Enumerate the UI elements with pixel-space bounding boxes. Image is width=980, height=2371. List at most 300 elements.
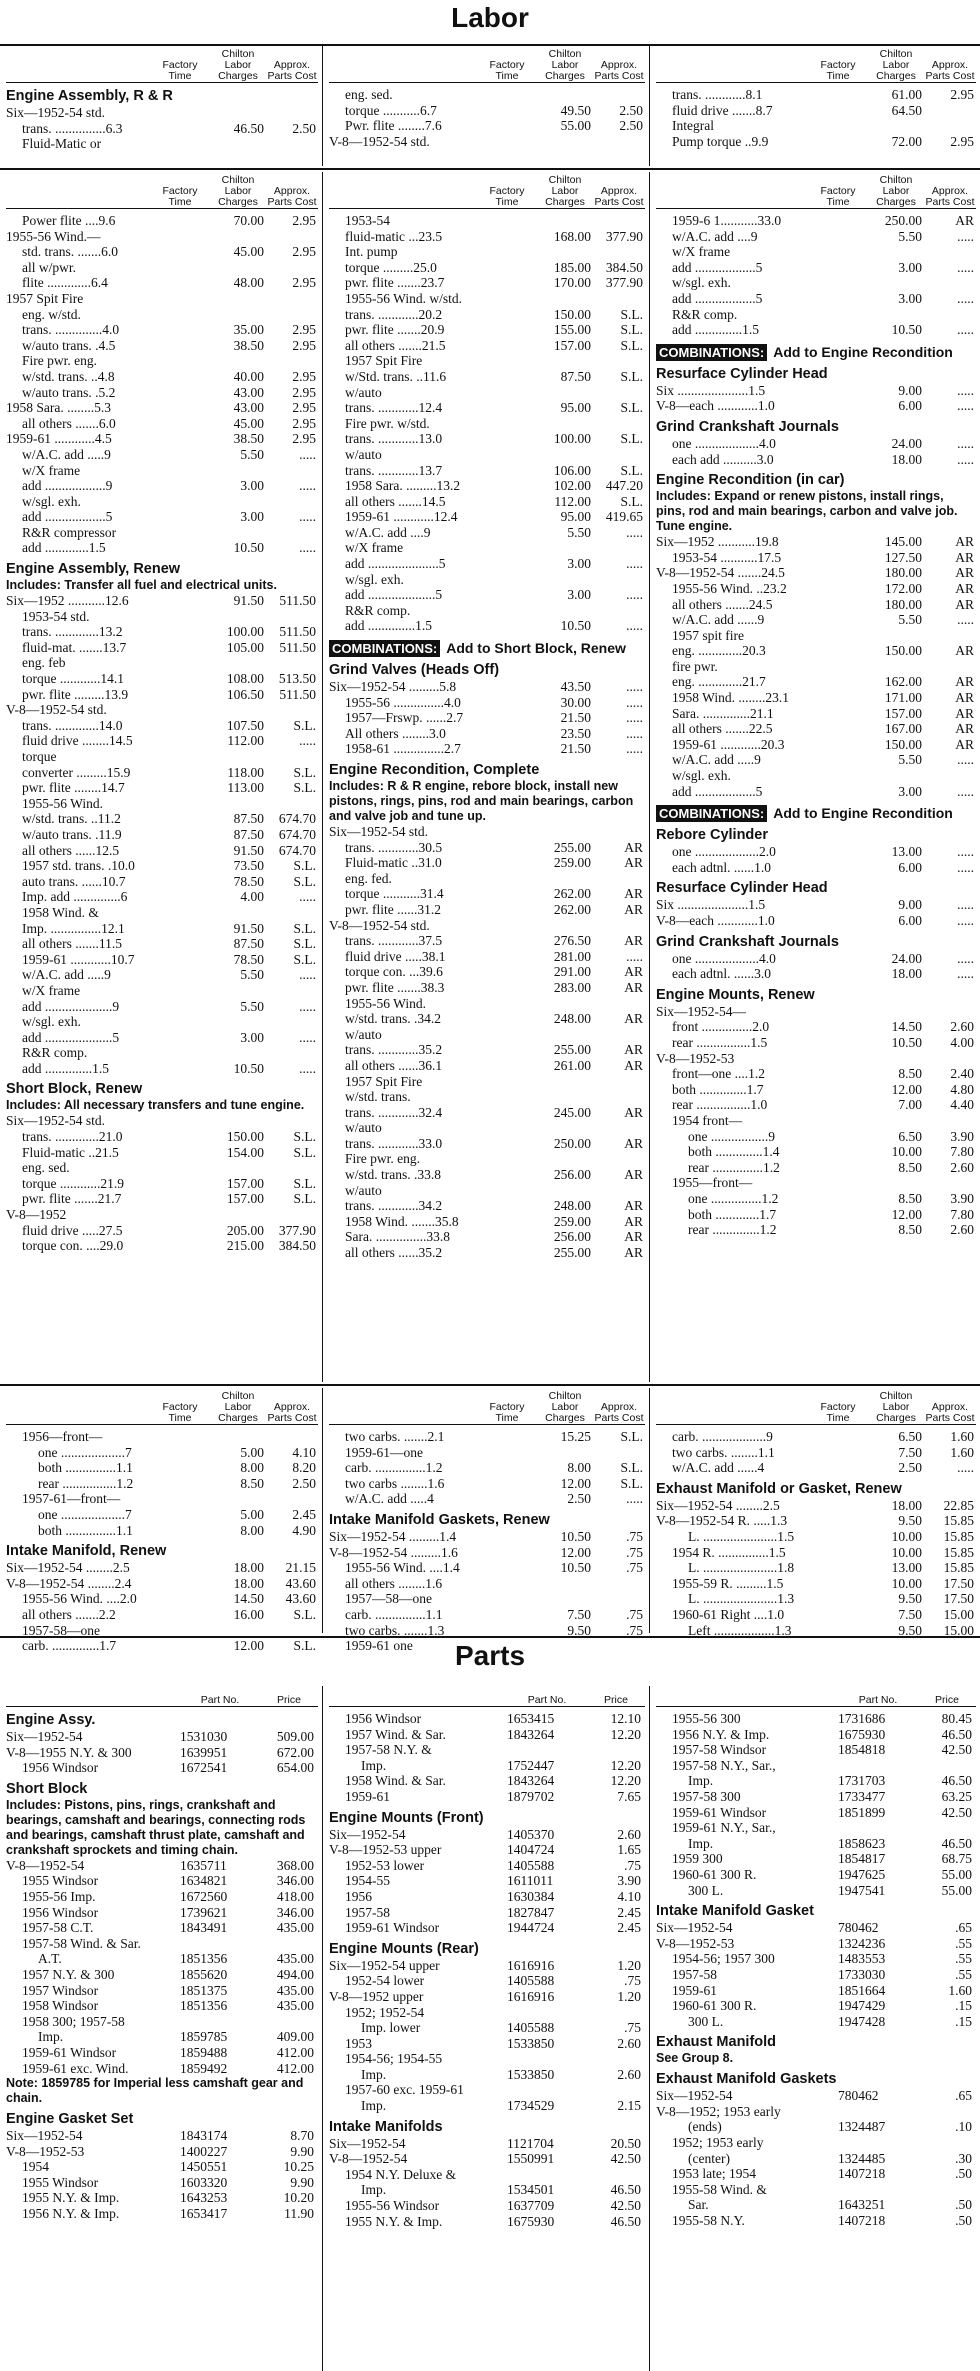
parts-cost: S.L. — [293, 1144, 316, 1160]
labor-charge: 78.50 — [233, 951, 264, 967]
part-row — [6, 1873, 318, 1889]
labor-charge: 248.00 — [553, 1011, 591, 1027]
labor-charge: 18.00 — [233, 1575, 264, 1591]
row-label: 1957-61—front— — [22, 1491, 121, 1507]
column-header — [6, 1686, 318, 1707]
row-label: Pwr. flite ........7.6 — [345, 118, 442, 134]
part-number: 1733030 — [838, 1966, 886, 1982]
row-label: 1957-58—one — [22, 1622, 100, 1638]
parts-cost: 15.85 — [943, 1528, 974, 1544]
labor-charge: 259.00 — [553, 1213, 591, 1229]
labor-charge: 245.00 — [553, 1104, 591, 1120]
combinations-text: Add to Engine Recondition — [773, 805, 953, 822]
row-label: front—one ....1.2 — [672, 1066, 765, 1082]
parts-cost: 2.60 — [950, 1019, 974, 1035]
labor-row — [656, 860, 976, 876]
labor-charge: 262.00 — [553, 886, 591, 902]
row-label: 1957 Wind. & Sar. — [345, 1726, 446, 1742]
labor-charge: 91.50 — [233, 593, 264, 609]
labor-row — [656, 452, 976, 468]
row-label: Six—1952-54 std. — [6, 105, 106, 120]
row-label: all others ......36.1 — [345, 1057, 443, 1073]
labor-row — [656, 260, 976, 276]
parts-cost: 2.95 — [292, 400, 316, 416]
part-number: 1859488 — [180, 2044, 228, 2060]
row-label: add .............1.5 — [22, 540, 106, 556]
section-heading: Engine Recondition, Complete — [329, 762, 540, 778]
row-label: (ends) — [688, 2119, 722, 2135]
row-label: fire pwr. — [672, 658, 718, 674]
part-row — [329, 2167, 645, 2183]
labor-charge: 8.00 — [240, 1460, 264, 1476]
parts-cost: AR — [624, 1198, 643, 1214]
section-divider — [0, 168, 980, 170]
row-label: 1959-61 ............20.3 — [672, 736, 785, 752]
row-label: w/A.C. add ....9 — [672, 228, 758, 244]
parts-cost: ..... — [299, 478, 316, 494]
column-header — [656, 1388, 976, 1425]
labor-row — [329, 871, 645, 887]
labor-row — [329, 855, 645, 871]
price: 7.65 — [617, 1788, 641, 1804]
parts-cost: 2.95 — [292, 213, 316, 228]
labor-charge: 150.00 — [226, 1129, 264, 1145]
parts-cost: AR — [624, 964, 643, 980]
parts-cost: S.L. — [293, 858, 316, 874]
price: 46.50 — [941, 1726, 972, 1742]
row-label: trans. ............37.5 — [345, 933, 443, 949]
labor-row — [6, 525, 318, 541]
labor-row — [329, 307, 645, 323]
includes-note: Includes: Expand or renew pistons, install rings, pins, rod and main bearings, carbon and valve job. Tune engine. — [656, 489, 958, 534]
labor-column — [649, 1388, 980, 1638]
section-heading: Exhaust Manifold — [656, 2034, 777, 2051]
parts-cost: ..... — [299, 1029, 316, 1045]
section-heading: Engine Mounts, Renew — [656, 986, 815, 1003]
row-label: 1954 — [22, 2159, 49, 2175]
parts-cost-header: Approx. Parts Cost — [594, 59, 644, 82]
row-label: 1955-56 Wind. — [345, 995, 426, 1011]
row-label: 1956 N.Y. & Imp. — [22, 2206, 120, 2222]
labor-charge: 281.00 — [553, 948, 591, 964]
part-row — [656, 2197, 976, 2213]
section-heading: Intake Manifold, Renew — [6, 1543, 167, 1560]
row-label: 1959-61 one — [345, 1638, 413, 1654]
labor-charge: 43.50 — [560, 679, 591, 695]
labor-row — [656, 737, 976, 753]
labor-charge: 12.00 — [891, 1081, 922, 1097]
price: 10.20 — [283, 2190, 314, 2206]
labor-charge: 24.00 — [891, 435, 922, 451]
part-number: 1653415 — [507, 1711, 555, 1726]
labor-row — [656, 134, 976, 150]
parts-cost: ..... — [957, 897, 974, 913]
row-label: 1959-61 Windsor — [672, 1804, 767, 1820]
labor-row — [6, 1523, 318, 1539]
factory-time-header: Factory Time — [489, 185, 525, 208]
row-label: both ...............1.1 — [38, 1522, 133, 1538]
part-number: 1653417 — [180, 2206, 228, 2222]
labor-row — [656, 628, 976, 644]
factory-time-header: Factory Time — [162, 1401, 198, 1424]
price: 2.45 — [617, 1920, 641, 1936]
labor-row — [329, 260, 645, 276]
labor-row — [329, 1560, 645, 1576]
parts-cost: AR — [955, 690, 974, 706]
part-row — [329, 1873, 645, 1889]
part-number: 1637709 — [507, 2198, 555, 2214]
part-row — [329, 1889, 645, 1905]
section-heading: Short Block, Renew — [6, 1081, 143, 1098]
row-label: Six—1952-54 ........2.5 — [656, 1497, 780, 1513]
parts-cost: ..... — [957, 859, 974, 875]
labor-section-2 — [0, 172, 980, 1382]
part-number: 1851356 — [180, 1998, 228, 2014]
labor-charge: 12.00 — [560, 1544, 591, 1560]
row-label: one ...................4.0 — [672, 435, 776, 451]
labor-column — [649, 46, 980, 166]
labor-charge: 24.00 — [891, 950, 922, 966]
labor-row — [656, 1129, 976, 1145]
labor-charge: 145.00 — [884, 534, 922, 550]
parts-cost: AR — [624, 1229, 643, 1245]
part-number: 1947429 — [838, 1998, 886, 2014]
labor-row — [656, 706, 976, 722]
parts-cost: S.L. — [293, 717, 316, 733]
row-label: 1955-56 Wind. ....1.4 — [345, 1560, 460, 1576]
part-number: 1859492 — [180, 2060, 228, 2076]
parts-cost: .75 — [626, 1560, 643, 1576]
part-number: 1450551 — [180, 2159, 228, 2175]
parts-cost: 43.60 — [285, 1575, 316, 1591]
price: .50 — [955, 2213, 972, 2229]
row-label: front ...............2.0 — [672, 1019, 770, 1035]
labor-row — [656, 383, 976, 399]
part-number: 1404724 — [507, 1842, 555, 1858]
row-label: carb. ...................9 — [672, 1429, 773, 1444]
price: .50 — [955, 2166, 972, 2182]
row-label: torque ............21.9 — [22, 1175, 124, 1191]
row-label: Fire pwr. eng. — [345, 1151, 420, 1167]
parts-cost: ..... — [626, 587, 643, 603]
parts-cost: ..... — [626, 618, 643, 634]
row-label: Fire pwr. eng. — [22, 353, 97, 369]
row-label: two carbs. .......2.1 — [345, 1429, 445, 1444]
labor-row — [656, 550, 976, 566]
row-label: 1960-61 300 R. — [672, 1866, 757, 1882]
price: 346.00 — [276, 1873, 314, 1889]
row-label: all others .......2.2 — [22, 1606, 116, 1622]
labor-charge: 49.50 — [560, 102, 591, 118]
labor-row — [656, 103, 976, 119]
labor-row — [329, 118, 645, 134]
parts-cost: 384.50 — [278, 1238, 316, 1254]
parts-cost: AR — [955, 213, 974, 228]
row-label: w/auto — [345, 384, 382, 400]
row-label: add ....................9 — [22, 998, 120, 1014]
parts-cost: ..... — [957, 290, 974, 306]
row-label: one ...................4.0 — [672, 950, 776, 966]
row-label: 1957 Spit Fire — [345, 353, 423, 369]
price: .55 — [955, 1951, 972, 1967]
labor-charge: 15.25 — [560, 1429, 591, 1444]
section-heading: Exhaust Manifold Gaskets — [656, 2071, 837, 2088]
factory-time-header: Factory Time — [820, 59, 856, 82]
parts-cost: 8.20 — [292, 1460, 316, 1476]
part-number: 1851375 — [180, 1982, 228, 1998]
row-label: Imp. — [361, 2182, 387, 2198]
part-row — [329, 1742, 645, 1758]
row-label: V-8—each ............1.0 — [656, 913, 775, 928]
part-row — [6, 2128, 318, 2144]
labor-charge: 100.00 — [553, 431, 591, 447]
part-row — [656, 1727, 976, 1743]
parts-cost: S.L. — [620, 493, 643, 509]
parts-cost: ..... — [626, 694, 643, 710]
labor-charge: 255.00 — [553, 1042, 591, 1058]
row-label: carb. ...............1.2 — [345, 1460, 443, 1476]
parts-cost: S.L. — [620, 306, 643, 322]
labor-row — [656, 674, 976, 690]
parts-cost: 377.90 — [605, 228, 643, 244]
parts-cost: AR — [624, 1057, 643, 1073]
labor-row — [6, 671, 318, 687]
labor-row — [329, 540, 645, 556]
part-row — [6, 2190, 318, 2206]
part-number: 1843491 — [180, 1920, 228, 1936]
parts-cost: ..... — [957, 435, 974, 451]
row-label: w/sgl. exh. — [22, 1014, 81, 1030]
price: 412.00 — [276, 2060, 314, 2076]
labor-row — [6, 640, 318, 656]
row-label: torque ...........6.7 — [345, 102, 437, 118]
part-row — [329, 1842, 645, 1858]
row-label: 1959-61 — [345, 1788, 390, 1804]
labor-row — [656, 213, 976, 229]
parts-cost: .75 — [626, 1606, 643, 1622]
section-heading: Engine Mounts (Front) — [329, 1809, 484, 1826]
combinations-text: Add to Engine Recondition — [773, 343, 953, 360]
labor-row — [329, 291, 645, 307]
row-label: Left ..................1.3 — [688, 1622, 792, 1638]
labor-row — [329, 87, 645, 103]
parts-cost: 419.65 — [605, 509, 643, 525]
row-label: Six—1952-54 upper — [329, 1957, 440, 1973]
part-number: 1531030 — [180, 1729, 228, 1744]
parts-cost: S.L. — [620, 368, 643, 384]
labor-row — [329, 996, 645, 1012]
price: .65 — [955, 2088, 972, 2104]
part-number: 1733477 — [838, 1788, 886, 1804]
row-label: trans. ............34.2 — [345, 1198, 443, 1214]
row-label: 1955-56 Wind. ..23.2 — [672, 580, 787, 596]
parts-cost: AR — [955, 534, 974, 550]
part-row — [656, 1789, 976, 1805]
row-label: 1956 N.Y. & Imp. — [672, 1726, 770, 1742]
price: 42.50 — [610, 2198, 641, 2214]
labor-charge: 64.50 — [891, 102, 922, 118]
price: 46.50 — [941, 1773, 972, 1789]
row-label: w/std. trans. — [345, 1089, 411, 1105]
row-label: 1954-55 — [345, 1873, 390, 1889]
row-label: Fluid-Matic or — [22, 136, 102, 152]
row-label: Imp. ...............12.1 — [22, 920, 125, 936]
labor-charge: 91.50 — [233, 842, 264, 858]
part-number: 1731686 — [838, 1711, 886, 1726]
labor-row — [6, 291, 318, 307]
part-row — [329, 1827, 645, 1843]
labor-row — [329, 1105, 645, 1121]
labor-row — [6, 307, 318, 323]
part-number: 1400227 — [180, 2143, 228, 2159]
labor-row — [656, 1113, 976, 1129]
parts-cost: 4.00 — [950, 1034, 974, 1050]
row-label: carb. ..............1.7 — [22, 1638, 117, 1654]
labor-row — [6, 921, 318, 937]
labor-row — [656, 1019, 976, 1035]
part-number: 1855620 — [180, 1966, 228, 1982]
row-label: both ..............1.7 — [672, 1081, 764, 1097]
parts-cost-header: Approx. Parts Cost — [925, 185, 975, 208]
row-label: 1957-60 exc. 1959-61 — [345, 2082, 464, 2098]
labor-charges-header: Chilton Labor Charges — [218, 48, 258, 82]
parts-cost: ..... — [957, 259, 974, 275]
part-row — [6, 2206, 318, 2222]
labor-row — [656, 659, 976, 675]
labor-charge: 16.00 — [233, 1606, 264, 1622]
labor-row — [329, 1529, 645, 1545]
part-row — [656, 1742, 976, 1758]
parts-cost: 2.95 — [292, 415, 316, 431]
price: 68.75 — [941, 1851, 972, 1867]
part-number: 1854818 — [838, 1742, 886, 1758]
section-heading: Grind Crankshaft Journals — [656, 933, 839, 950]
labor-charge: 87.50 — [233, 826, 264, 842]
row-label: trans. ............20.2 — [345, 306, 443, 322]
row-label: 1959 300 — [672, 1851, 723, 1867]
labor-row — [329, 447, 645, 463]
row-label: 1959-61 Windsor — [22, 2044, 117, 2060]
part-row — [6, 1967, 318, 1983]
part-number: 1752447 — [507, 1757, 555, 1773]
labor-row — [6, 624, 318, 640]
labor-row — [329, 1607, 645, 1623]
row-label: L. ......................1.3 — [688, 1591, 795, 1607]
row-label: 1959-61 exc. Wind. — [22, 2060, 129, 2076]
labor-row — [6, 593, 318, 609]
row-label: rear ................1.2 — [38, 1475, 134, 1491]
parts-cost: 674.70 — [278, 811, 316, 827]
row-label: 1955-56 Windsor — [345, 2198, 440, 2214]
row-label: V-8—1952-54 ........2.4 — [6, 1575, 132, 1591]
labor-row — [656, 1160, 976, 1176]
row-label: 1955-56 300 — [672, 1711, 741, 1726]
labor-row — [329, 1460, 645, 1476]
labor-charge: 105.00 — [226, 639, 264, 655]
labor-row — [6, 874, 318, 890]
labor-row — [6, 400, 318, 416]
labor-row — [6, 936, 318, 952]
row-label: eng. fed. — [345, 870, 392, 886]
labor-row — [329, 726, 645, 742]
parts-cost: AR — [955, 596, 974, 612]
row-label: rear ................1.0 — [672, 1097, 768, 1113]
labor-row — [656, 244, 976, 260]
part-row — [6, 2045, 318, 2061]
labor-row — [329, 103, 645, 119]
part-row — [656, 1758, 976, 1774]
labor-row — [656, 1175, 976, 1191]
price: 2.60 — [617, 1826, 641, 1842]
labor-charge: 6.00 — [898, 398, 922, 414]
part-row — [656, 1951, 976, 1967]
row-label: V-8—1952; 1953 early — [656, 2103, 781, 2119]
labor-row — [6, 702, 318, 718]
parts-cost: 4.90 — [292, 1522, 316, 1538]
row-label: V-8—1952-54 std. — [6, 702, 107, 718]
price: 9.90 — [290, 2143, 314, 2159]
labor-charge: 9.50 — [898, 1622, 922, 1638]
price: 42.50 — [610, 2151, 641, 2167]
row-label: 1957-58 Windsor — [672, 1742, 767, 1758]
section-heading: Intake Manifold Gaskets, Renew — [329, 1511, 550, 1528]
labor-charge: 291.00 — [553, 964, 591, 980]
price: 368.00 — [276, 1857, 314, 1873]
price: .75 — [624, 1973, 641, 1989]
section-heading: Resurface Cylinder Head — [656, 365, 828, 382]
row-label: Integral — [672, 118, 714, 134]
parts-cost: .75 — [626, 1622, 643, 1638]
row-label: Six—1952-54 — [6, 2128, 83, 2144]
parts-cost: ..... — [957, 612, 974, 628]
labor-row — [6, 1445, 318, 1461]
part-row — [656, 2014, 976, 2030]
labor-row — [6, 1061, 318, 1077]
labor-row — [6, 718, 318, 734]
labor-row — [329, 1183, 645, 1199]
parts-cost: ..... — [299, 998, 316, 1014]
price: 46.50 — [941, 1835, 972, 1851]
parts-cost: 2.95 — [292, 431, 316, 447]
row-label: 1953 late; 1954 — [672, 2166, 756, 2182]
row-label: Six—1952-54 — [329, 1826, 406, 1842]
parts-cost: ..... — [626, 725, 643, 741]
parts-cost: ..... — [626, 556, 643, 572]
row-label: each adtnl. ......1.0 — [672, 859, 771, 875]
row-label: 1957-58 300 — [672, 1788, 741, 1804]
labor-row — [6, 1030, 318, 1046]
parts-cost: AR — [955, 736, 974, 752]
part-number: 1851664 — [838, 1982, 886, 1998]
part-number: 1734529 — [507, 2098, 555, 2114]
parts-cost: S.L. — [620, 322, 643, 338]
row-label: Fluid-matic ..21.5 — [22, 1144, 119, 1160]
parts-cost: ..... — [957, 950, 974, 966]
price: 1.60 — [948, 1982, 972, 1998]
price: 494.00 — [276, 1966, 314, 1982]
factory-time-header: Factory Time — [820, 185, 856, 208]
labor-row — [6, 796, 318, 812]
row-label: trans. ............12.4 — [345, 400, 443, 416]
row-label: 1957 Spit Fire — [6, 290, 84, 306]
price: 63.25 — [941, 1788, 972, 1804]
labor-charge: 250.00 — [553, 1135, 591, 1151]
parts-cost: 22.85 — [943, 1497, 974, 1513]
price: .30 — [955, 2150, 972, 2166]
labor-row — [6, 999, 318, 1015]
row-label: Imp. — [361, 2066, 387, 2082]
section-heading: Intake Manifolds — [329, 2118, 443, 2135]
